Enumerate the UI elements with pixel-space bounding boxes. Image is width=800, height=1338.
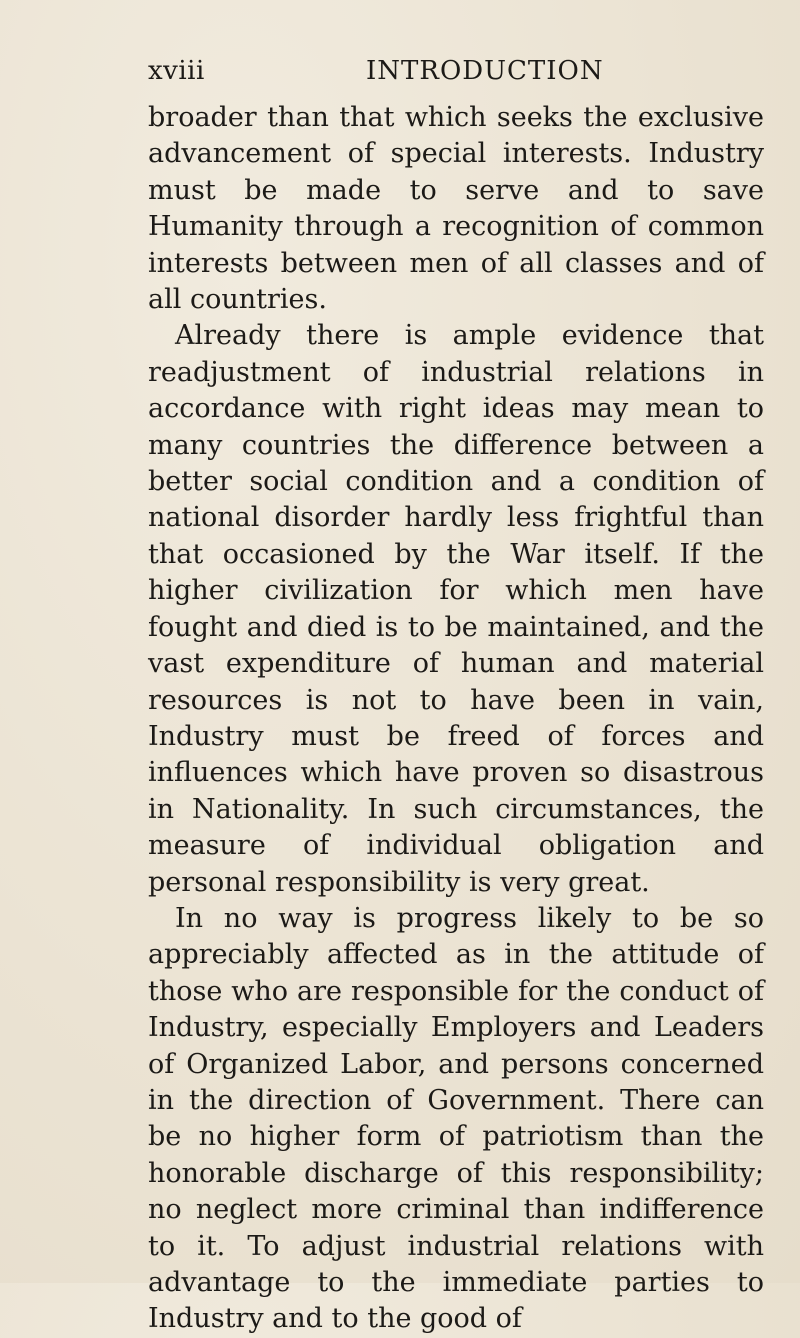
paragraph-progress: In no way is progress likely to be so appreciably affected as in the attitude of those who are responsible for the conduct of Industry, especially Employers and Leaders of Organized Labor, and persons concerned in the direction of Government. There can be no higher form of patriotism than the honorable discharge of this responsibility; no neglect more criminal than indifference to it. To adjust industrial relations with advantage to the immediate parties to Industry and to the good of bbox=[148, 902, 764, 1335]
body-text bbox=[148, 100, 764, 1338]
paragraph-continued: broader than that which seeks the exclusive advancement of special interests. Industry must be made to serve and to save Humanity through a recognition of common interests between men of all classes and of all countries. bbox=[148, 102, 764, 316]
book-page bbox=[148, 56, 764, 1338]
running-head bbox=[148, 56, 764, 100]
running-head-title: INTRODUCTION bbox=[366, 56, 604, 86]
page-number: xviii bbox=[148, 56, 205, 86]
paragraph-readjustment: Already there is ample evidence that readjustment of industrial relations in accordance with right ideas may mean to many countries the difference between a better social condition and a condition of national disorder hardly less frightful than that occasioned by the War itself. If the higher civilization for which men have fought and died is to be maintained, and the vast expenditure of human and material resources is not to have been in vain, Industry must be freed of forces and influences which have proven so disastrous in Nationality. In such circumstances, the measure of individual obligation and personal responsibility is very great. bbox=[148, 320, 764, 898]
